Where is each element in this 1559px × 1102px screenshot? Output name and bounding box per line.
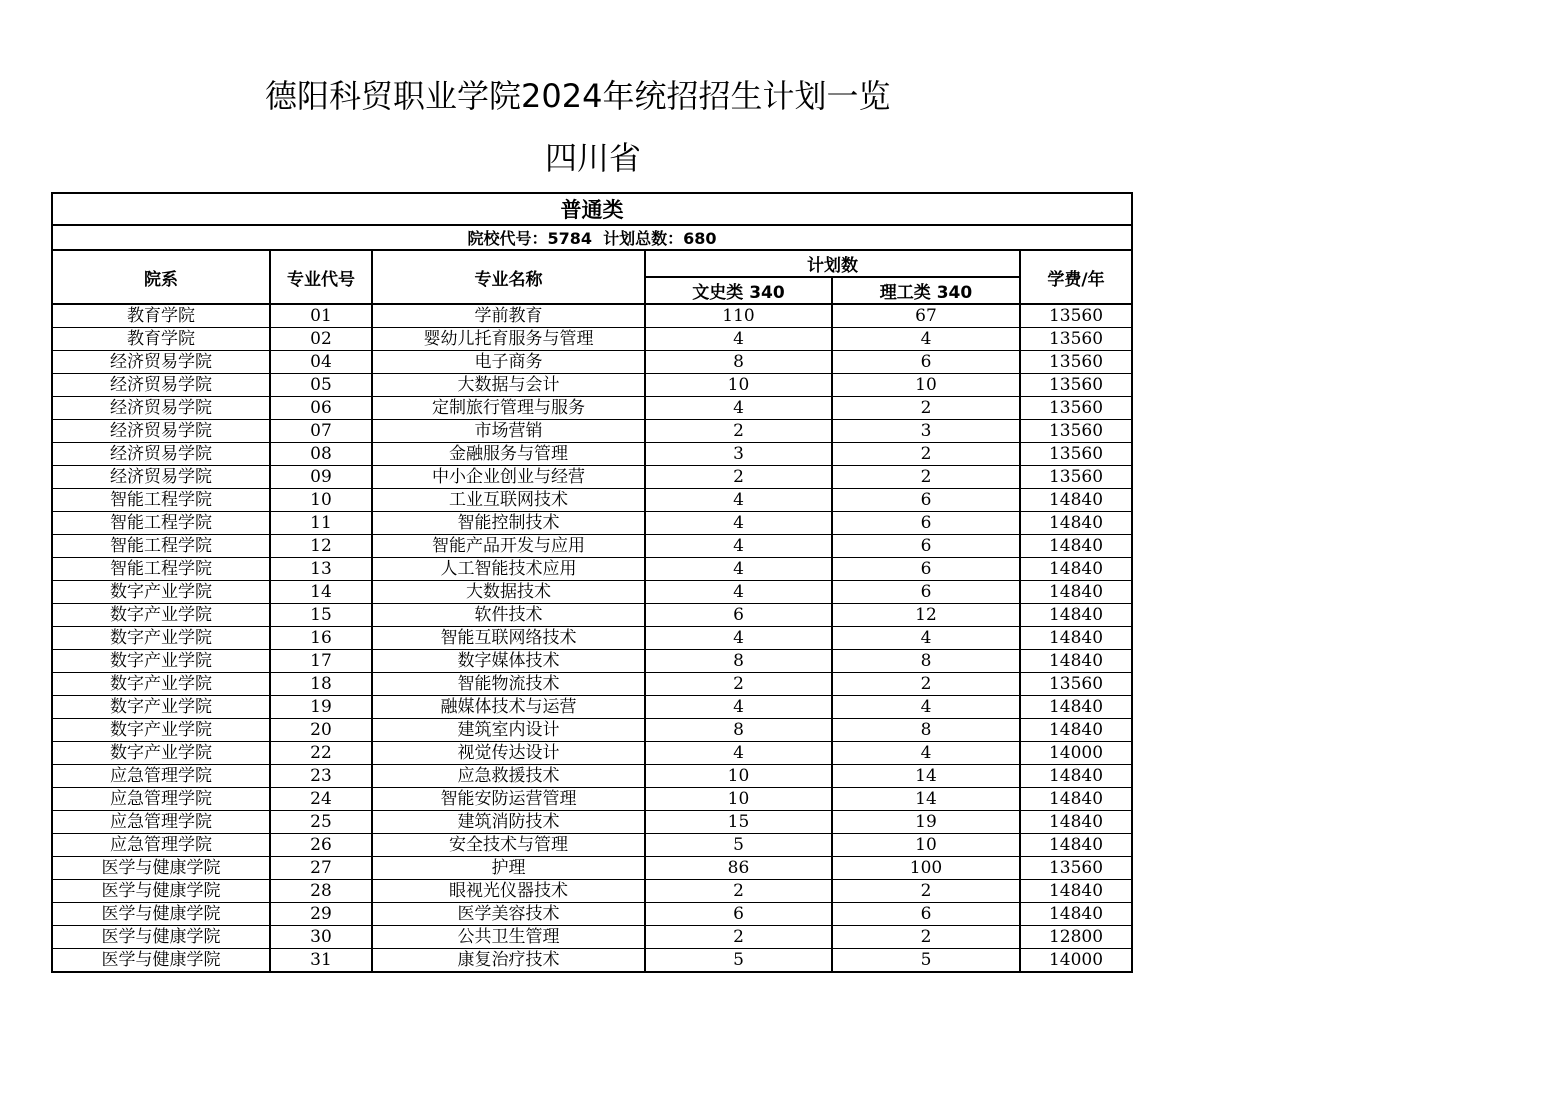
province-heading: 四川省 (545, 139, 642, 177)
arts-plan-cell: 4 (645, 512, 832, 535)
fee-cell: 14840 (1020, 558, 1132, 581)
science-plan-cell: 6 (832, 351, 1020, 374)
science-plan-cell: 8 (832, 650, 1020, 673)
fee-cell: 14840 (1020, 512, 1132, 535)
major-name-cell: 学前教育 (372, 304, 645, 328)
dept-cell: 教育学院 (52, 328, 270, 351)
arts-plan-cell: 8 (645, 351, 832, 374)
major-name-cell: 建筑消防技术 (372, 811, 645, 834)
table-row (52, 489, 1132, 512)
fee-cell: 14840 (1020, 696, 1132, 719)
major-name-cell: 数字媒体技术 (372, 650, 645, 673)
dept-cell: 经济贸易学院 (52, 443, 270, 466)
table-row (52, 420, 1132, 443)
arts-plan-cell: 5 (645, 949, 832, 973)
major-code-cell: 31 (270, 949, 372, 973)
science-plan-cell: 67 (832, 304, 1020, 328)
header-fee: 学费/年 (1020, 250, 1132, 304)
dept-cell: 数字产业学院 (52, 581, 270, 604)
major-name-cell: 智能安防运营管理 (372, 788, 645, 811)
table-row (52, 949, 1132, 973)
arts-plan-cell: 4 (645, 489, 832, 512)
science-plan-cell: 2 (832, 926, 1020, 949)
fee-cell: 13560 (1020, 443, 1132, 466)
science-plan-cell: 6 (832, 581, 1020, 604)
major-name-cell: 智能控制技术 (372, 512, 645, 535)
major-code-cell: 19 (270, 696, 372, 719)
major-name-cell: 视觉传达设计 (372, 742, 645, 765)
table-row (52, 811, 1132, 834)
science-plan-cell: 6 (832, 903, 1020, 926)
dept-cell: 经济贸易学院 (52, 374, 270, 397)
science-plan-cell: 2 (832, 673, 1020, 696)
major-code-cell: 04 (270, 351, 372, 374)
science-plan-cell: 6 (832, 558, 1020, 581)
table-row (52, 581, 1132, 604)
table-row (52, 857, 1132, 880)
science-plan-cell: 14 (832, 788, 1020, 811)
table-row (52, 696, 1132, 719)
major-name-cell: 大数据技术 (372, 581, 645, 604)
major-code-cell: 22 (270, 742, 372, 765)
science-plan-cell: 6 (832, 535, 1020, 558)
fee-cell: 14840 (1020, 903, 1132, 926)
header-arts: 文史类 340 (645, 277, 832, 304)
fee-cell: 14000 (1020, 742, 1132, 765)
major-code-cell: 09 (270, 466, 372, 489)
major-code-cell: 28 (270, 880, 372, 903)
major-code-cell: 14 (270, 581, 372, 604)
dept-cell: 数字产业学院 (52, 742, 270, 765)
table-row (52, 719, 1132, 742)
science-plan-cell: 8 (832, 719, 1020, 742)
table-row (52, 304, 1132, 328)
major-code-cell: 17 (270, 650, 372, 673)
table-row (52, 443, 1132, 466)
fee-cell: 13560 (1020, 304, 1132, 328)
dept-cell: 智能工程学院 (52, 489, 270, 512)
arts-plan-cell: 86 (645, 857, 832, 880)
arts-plan-cell: 4 (645, 581, 832, 604)
fee-cell: 14000 (1020, 949, 1132, 973)
fee-cell: 13560 (1020, 374, 1132, 397)
major-code-cell: 15 (270, 604, 372, 627)
table-row (52, 558, 1132, 581)
major-code-cell: 29 (270, 903, 372, 926)
major-code-cell: 23 (270, 765, 372, 788)
arts-plan-cell: 3 (645, 443, 832, 466)
arts-plan-cell: 4 (645, 558, 832, 581)
fee-cell: 14840 (1020, 880, 1132, 903)
fee-cell: 14840 (1020, 604, 1132, 627)
major-name-cell: 应急救援技术 (372, 765, 645, 788)
fee-cell: 13560 (1020, 328, 1132, 351)
arts-plan-cell: 10 (645, 765, 832, 788)
major-code-cell: 13 (270, 558, 372, 581)
major-name-cell: 安全技术与管理 (372, 834, 645, 857)
table-row (52, 788, 1132, 811)
major-name-cell: 康复治疗技术 (372, 949, 645, 973)
science-plan-cell: 2 (832, 443, 1020, 466)
dept-cell: 智能工程学院 (52, 512, 270, 535)
fee-cell: 14840 (1020, 834, 1132, 857)
major-name-cell: 建筑室内设计 (372, 719, 645, 742)
arts-plan-cell: 2 (645, 926, 832, 949)
table-row (52, 351, 1132, 374)
major-name-cell: 医学美容技术 (372, 903, 645, 926)
arts-plan-cell: 4 (645, 742, 832, 765)
table-row (52, 535, 1132, 558)
table-row (52, 880, 1132, 903)
major-code-cell: 18 (270, 673, 372, 696)
arts-plan-cell: 8 (645, 719, 832, 742)
major-name-cell: 眼视光仪器技术 (372, 880, 645, 903)
major-code-cell: 16 (270, 627, 372, 650)
fee-cell: 14840 (1020, 489, 1132, 512)
science-plan-cell: 6 (832, 512, 1020, 535)
major-name-cell: 大数据与会计 (372, 374, 645, 397)
fee-cell: 13560 (1020, 420, 1132, 443)
fee-cell: 13560 (1020, 673, 1132, 696)
arts-plan-cell: 5 (645, 834, 832, 857)
major-code-cell: 11 (270, 512, 372, 535)
arts-plan-cell: 2 (645, 466, 832, 489)
science-plan-cell: 4 (832, 696, 1020, 719)
fee-cell: 12800 (1020, 926, 1132, 949)
fee-cell: 14840 (1020, 811, 1132, 834)
table-row (52, 604, 1132, 627)
table-row (52, 328, 1132, 351)
header-plan: 计划数 (645, 250, 1020, 277)
fee-cell: 14840 (1020, 719, 1132, 742)
major-code-cell: 07 (270, 420, 372, 443)
dept-cell: 经济贸易学院 (52, 466, 270, 489)
fee-cell: 14840 (1020, 627, 1132, 650)
major-name-cell: 金融服务与管理 (372, 443, 645, 466)
major-code-cell: 01 (270, 304, 372, 328)
major-name-cell: 电子商务 (372, 351, 645, 374)
table-row (52, 374, 1132, 397)
dept-cell: 应急管理学院 (52, 765, 270, 788)
table-row (52, 834, 1132, 857)
dept-cell: 数字产业学院 (52, 627, 270, 650)
arts-plan-cell: 110 (645, 304, 832, 328)
major-name-cell: 定制旅行管理与服务 (372, 397, 645, 420)
fee-cell: 14840 (1020, 581, 1132, 604)
science-plan-cell: 100 (832, 857, 1020, 880)
major-code-cell: 12 (270, 535, 372, 558)
science-plan-cell: 2 (832, 466, 1020, 489)
dept-cell: 经济贸易学院 (52, 351, 270, 374)
major-code-cell: 05 (270, 374, 372, 397)
science-plan-cell: 10 (832, 834, 1020, 857)
header-science: 理工类 340 (832, 277, 1020, 304)
major-name-cell: 融媒体技术与运营 (372, 696, 645, 719)
fee-cell: 14840 (1020, 765, 1132, 788)
arts-plan-cell: 10 (645, 374, 832, 397)
arts-plan-cell: 10 (645, 788, 832, 811)
arts-plan-cell: 4 (645, 696, 832, 719)
table-row (52, 765, 1132, 788)
enrollment-plan-table (51, 192, 1133, 973)
major-code-cell: 10 (270, 489, 372, 512)
arts-plan-cell: 6 (645, 604, 832, 627)
science-plan-cell: 4 (832, 627, 1020, 650)
major-code-cell: 06 (270, 397, 372, 420)
header-dept: 院系 (52, 250, 270, 304)
category-header: 普通类 (52, 193, 1132, 225)
dept-cell: 智能工程学院 (52, 535, 270, 558)
major-name-cell: 智能物流技术 (372, 673, 645, 696)
page-title: 德阳科贸职业学院2024年统招招生计划一览 (265, 77, 891, 115)
major-name-cell: 工业互联网技术 (372, 489, 645, 512)
arts-plan-cell: 4 (645, 535, 832, 558)
science-plan-cell: 10 (832, 374, 1020, 397)
arts-plan-cell: 2 (645, 880, 832, 903)
dept-cell: 医学与健康学院 (52, 880, 270, 903)
header-major-code: 专业代号 (270, 250, 372, 304)
fee-cell: 13560 (1020, 351, 1132, 374)
fee-cell: 13560 (1020, 466, 1132, 489)
arts-plan-cell: 4 (645, 397, 832, 420)
header-major-name: 专业名称 (372, 250, 645, 304)
science-plan-cell: 2 (832, 880, 1020, 903)
dept-cell: 数字产业学院 (52, 719, 270, 742)
dept-cell: 医学与健康学院 (52, 857, 270, 880)
dept-cell: 医学与健康学院 (52, 949, 270, 973)
major-code-cell: 26 (270, 834, 372, 857)
table-row (52, 512, 1132, 535)
major-name-cell: 智能产品开发与应用 (372, 535, 645, 558)
science-plan-cell: 2 (832, 397, 1020, 420)
major-code-cell: 20 (270, 719, 372, 742)
table-row (52, 903, 1132, 926)
science-plan-cell: 4 (832, 742, 1020, 765)
table-row (52, 397, 1132, 420)
dept-cell: 医学与健康学院 (52, 926, 270, 949)
arts-plan-cell: 8 (645, 650, 832, 673)
dept-cell: 应急管理学院 (52, 788, 270, 811)
major-name-cell: 人工智能技术应用 (372, 558, 645, 581)
arts-plan-cell: 4 (645, 627, 832, 650)
major-code-cell: 24 (270, 788, 372, 811)
dept-cell: 智能工程学院 (52, 558, 270, 581)
science-plan-cell: 6 (832, 489, 1020, 512)
arts-plan-cell: 15 (645, 811, 832, 834)
dept-cell: 数字产业学院 (52, 673, 270, 696)
table-row (52, 742, 1132, 765)
fee-cell: 14840 (1020, 650, 1132, 673)
fee-cell: 14840 (1020, 788, 1132, 811)
table-row (52, 926, 1132, 949)
table-row (52, 466, 1132, 489)
fee-cell: 13560 (1020, 397, 1132, 420)
major-name-cell: 护理 (372, 857, 645, 880)
fee-cell: 14840 (1020, 535, 1132, 558)
science-plan-cell: 3 (832, 420, 1020, 443)
dept-cell: 教育学院 (52, 304, 270, 328)
science-plan-cell: 5 (832, 949, 1020, 973)
fee-cell: 13560 (1020, 857, 1132, 880)
dept-cell: 数字产业学院 (52, 650, 270, 673)
arts-plan-cell: 6 (645, 903, 832, 926)
science-plan-cell: 19 (832, 811, 1020, 834)
arts-plan-cell: 4 (645, 328, 832, 351)
dept-cell: 数字产业学院 (52, 696, 270, 719)
major-name-cell: 婴幼儿托育服务与管理 (372, 328, 645, 351)
major-name-cell: 公共卫生管理 (372, 926, 645, 949)
major-code-cell: 08 (270, 443, 372, 466)
dept-cell: 应急管理学院 (52, 834, 270, 857)
major-name-cell: 市场营销 (372, 420, 645, 443)
arts-plan-cell: 2 (645, 673, 832, 696)
major-name-cell: 软件技术 (372, 604, 645, 627)
dept-cell: 应急管理学院 (52, 811, 270, 834)
school-code-line (52, 225, 1132, 250)
school-code-text: 院校代号：5784 计划总数：680 (467, 229, 717, 248)
major-name-cell: 智能互联网络技术 (372, 627, 645, 650)
science-plan-cell: 14 (832, 765, 1020, 788)
table-row (52, 650, 1132, 673)
science-plan-cell: 12 (832, 604, 1020, 627)
arts-plan-cell: 2 (645, 420, 832, 443)
major-code-cell: 27 (270, 857, 372, 880)
major-name-cell: 中小企业创业与经营 (372, 466, 645, 489)
major-code-cell: 25 (270, 811, 372, 834)
dept-cell: 医学与健康学院 (52, 903, 270, 926)
major-code-cell: 02 (270, 328, 372, 351)
table-row (52, 627, 1132, 650)
dept-cell: 经济贸易学院 (52, 397, 270, 420)
dept-cell: 经济贸易学院 (52, 420, 270, 443)
dept-cell: 数字产业学院 (52, 604, 270, 627)
major-code-cell: 30 (270, 926, 372, 949)
science-plan-cell: 4 (832, 328, 1020, 351)
table-row (52, 673, 1132, 696)
